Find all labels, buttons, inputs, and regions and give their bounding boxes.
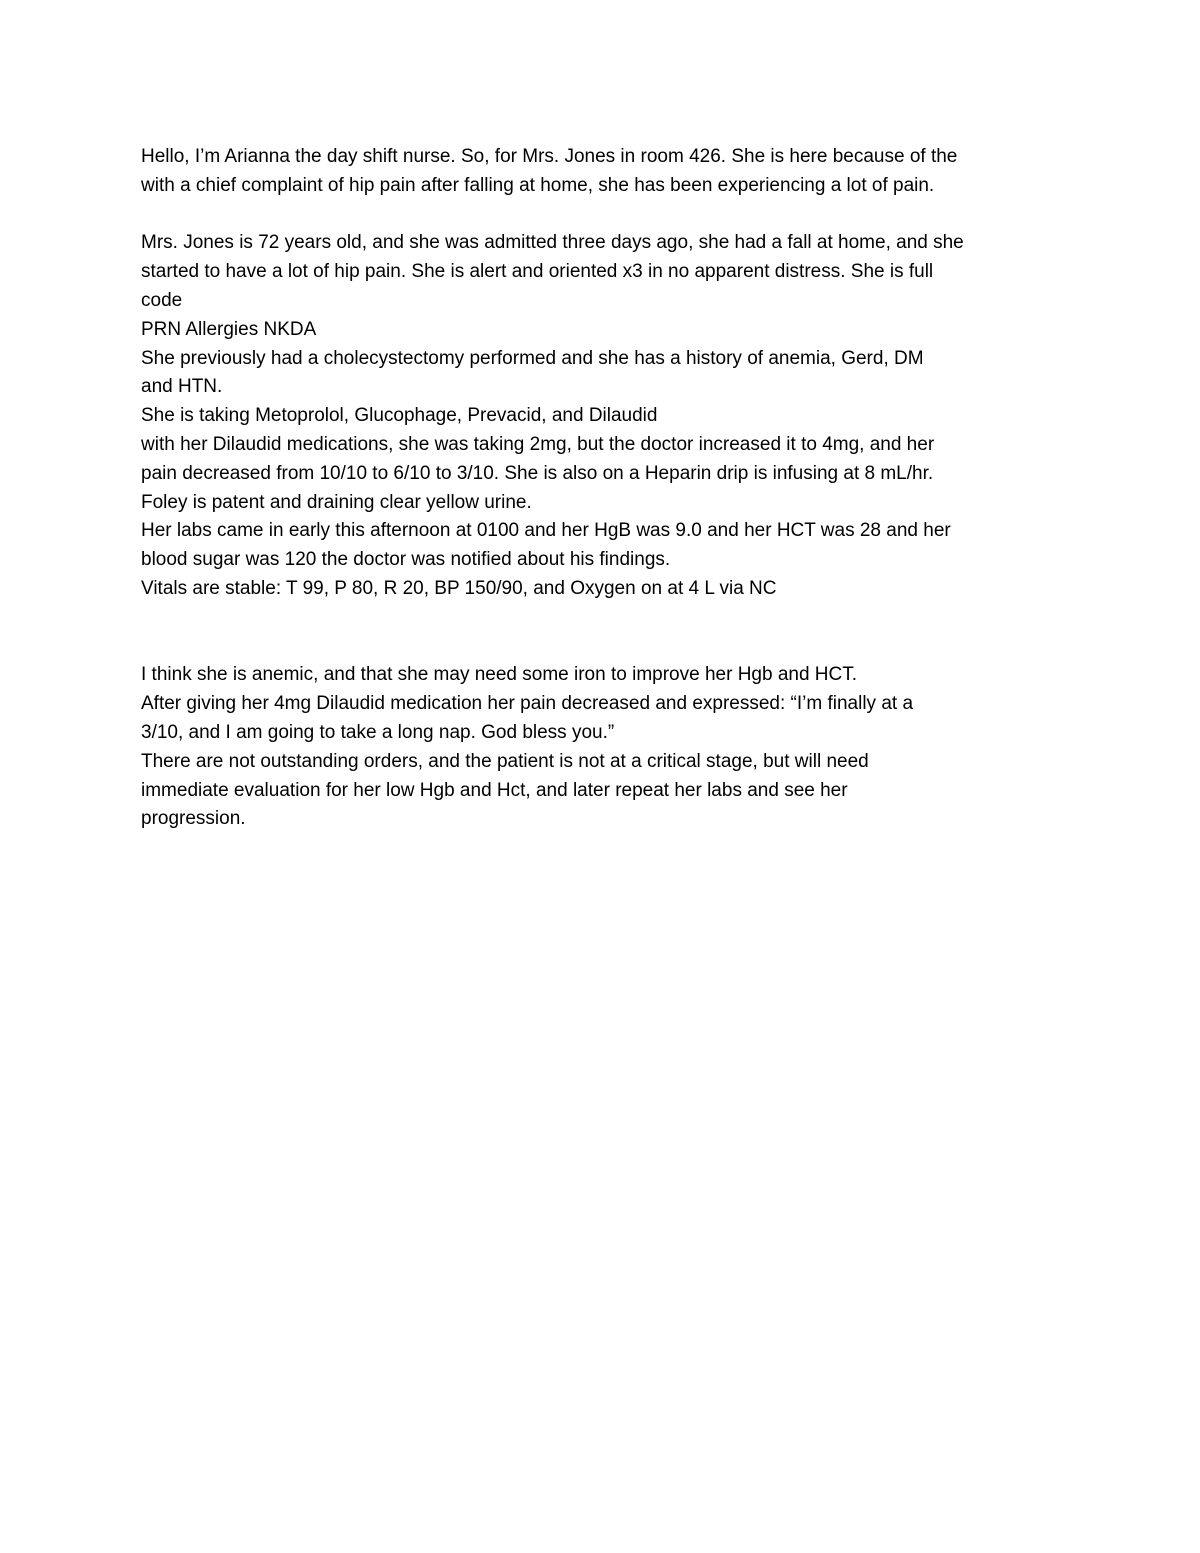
text-line: with a chief complaint of hip pain after falling at home, she has been experiencing a lot of pain. (141, 174, 935, 196)
text-line: Vitals are stable: T 99, P 80, R 20, BP 150/90, and Oxygen on at 4 L via NC (141, 577, 777, 599)
paragraph-patient-background (141, 229, 1056, 603)
text-line: She previously had a cholecystectomy performed and she has a history of anemia, Gerd, DM (141, 347, 924, 369)
text-line: code (141, 289, 183, 311)
text-line: immediate evaluation for her low Hgb and Hct, and later repeat her labs and see her (141, 779, 848, 801)
paragraph-assessment (141, 661, 1056, 834)
text-line: She is taking Metoprolol, Glucophage, Prevacid, and Dilaudid (141, 405, 658, 427)
document-body (141, 143, 1056, 834)
text-line: Mrs. Jones is 72 years old, and she was admitted three days ago, she had a fall at home, and she (141, 232, 964, 254)
paragraph-spacer (141, 604, 1056, 633)
text-line: 3/10, and I am going to take a long nap. God bless you.” (141, 721, 615, 743)
text-line: pain decreased from 10/10 to 6/10 to 3/10. She is also on a Heparin drip is infusing at 8 mL/hr. (141, 462, 934, 484)
text-line: Her labs came in early this afternoon at 0100 and her HgB was 9.0 and her HCT was 28 and her (141, 520, 951, 542)
paragraph-spacer (141, 201, 1056, 230)
text-line: and HTN. (141, 376, 223, 398)
text-line: started to have a lot of hip pain. She is alert and oriented x3 in no apparent distress. She is full (141, 261, 934, 283)
text-line: blood sugar was 120 the doctor was notified about his findings. (141, 549, 671, 571)
text-line: Foley is patent and draining clear yellow urine. (141, 491, 532, 513)
text-line: with her Dilaudid medications, she was taking 2mg, but the doctor increased it to 4mg, and her (141, 433, 935, 455)
text-line: There are not outstanding orders, and the patient is not at a critical stage, but will need (141, 750, 869, 772)
text-line: PRN Allergies NKDA (141, 318, 317, 340)
text-line: Hello, I’m Arianna the day shift nurse. So, for Mrs. Jones in room 426. She is here because of the (141, 146, 958, 167)
paragraph-spacer (141, 633, 1056, 662)
text-line: After giving her 4mg Dilaudid medication her pain decreased and expressed: “I’m finally at a (141, 693, 914, 715)
text-line: I think she is anemic, and that she may need some iron to improve her Hgb and HCT. (141, 664, 858, 686)
paragraph-introduction (141, 143, 1056, 201)
text-line: progression. (141, 808, 246, 830)
